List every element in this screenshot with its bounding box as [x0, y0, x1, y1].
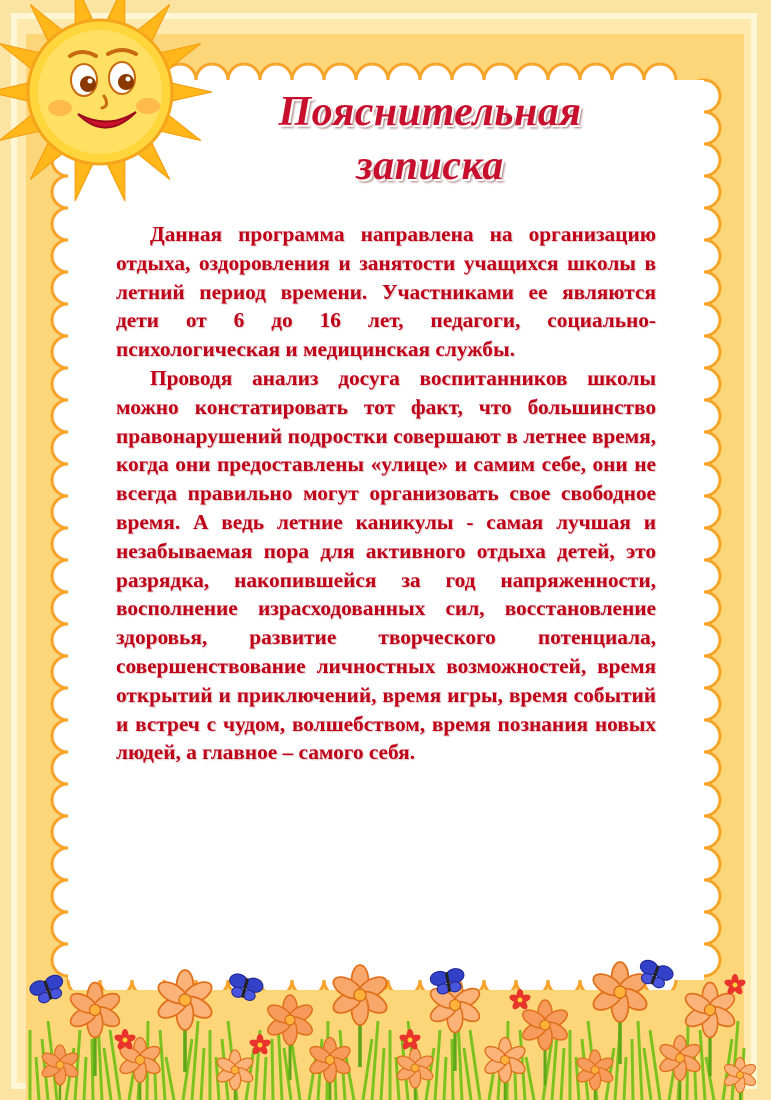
- grass-icon: [452, 1039, 453, 1100]
- grass-icon: [84, 1057, 86, 1100]
- paragraph-analysis: Проводя анализ досуга воспитанников школы можно констатировать тот факт, что большинство правонарушений подростки совершают в летнее время, когда они предоставлены «улице» и самим себе, они не всегда правильно могут организовать свое свободное время. А ведь летние каникулы - самая лучшая и незабываемая пора для активного отдыха детей, это разрядка, накопившейся за год напряженности, восполнение израсходованных сил, восстановление здоровья, развитие творческого потенциала, совершенствование личностных возможностей, время открытий и приключений, время игры, время событий и встреч с чудом, волшебством, время познания новых людей, а главное – самого себя.: [116, 365, 656, 765]
- grass-icon: [444, 1057, 446, 1100]
- grass-icon: [264, 1057, 266, 1100]
- grass-icon: [624, 1057, 626, 1100]
- grass-icon: [272, 1039, 273, 1100]
- page-subtitle: записка: [356, 143, 504, 189]
- body-text: [116, 220, 656, 767]
- page-title: Пояснительная: [278, 89, 582, 135]
- grass-icon: [92, 1039, 93, 1100]
- paragraph-intro: Данная программа направлена на организацию отдыха, оздоровления и занятости учащихся школы в летний период времени. Участниками ее являются дети от 6 до 16 лет, педагоги, социально-психологическая и медицинская службы.: [116, 222, 656, 362]
- grass-icon: [632, 1039, 633, 1100]
